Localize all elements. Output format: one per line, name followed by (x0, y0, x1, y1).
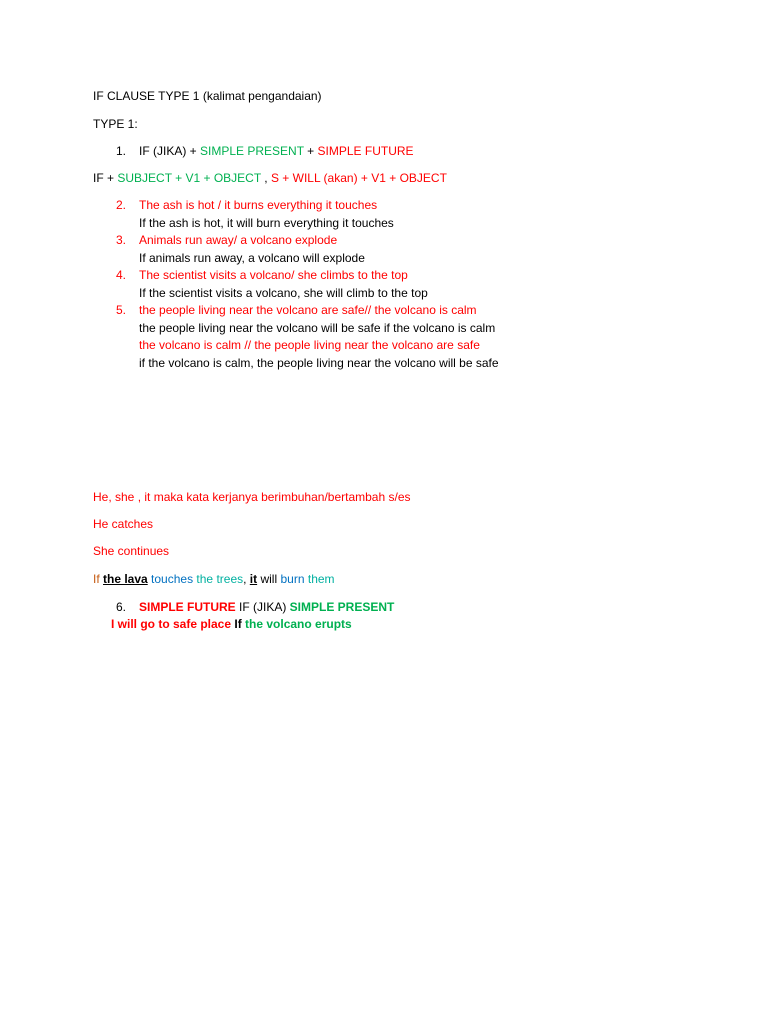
sentence-verb: touches (147, 572, 197, 586)
item-6-example-clause: the volcano erupts (245, 617, 352, 631)
formula-prefix: IF + (93, 171, 118, 185)
item-6-ifjika: IF (JIKA) (235, 600, 290, 614)
sentence-burn: burn (280, 572, 305, 586)
document-title: IF CLAUSE TYPE 1 (kalimat pengandaian) (93, 89, 322, 103)
item-1-future: SIMPLE FUTURE (317, 144, 414, 158)
item-number-6: 6. (116, 600, 127, 614)
item-number-4: 4. (116, 268, 127, 282)
example-5-prompt: the people living near the volcano are safe// the volcano is calm (139, 303, 477, 317)
item-number-3: 3. (116, 233, 127, 247)
item-1-present: SIMPLE PRESENT (200, 144, 304, 158)
note-rule: He, she , it maka kata kerjanya berimbuhan/bertambah s/es (93, 490, 411, 504)
type-label: TYPE 1: (93, 117, 138, 131)
item-6-future: SIMPLE FUTURE (139, 600, 236, 614)
note-example-2: She continues (93, 544, 170, 558)
sentence-comma: , (243, 572, 250, 586)
item-6-example-if: If (231, 617, 246, 631)
sentence-them: them (307, 572, 335, 586)
formula-comma: , (260, 171, 271, 185)
sentence-will: will (257, 572, 281, 586)
sentence-subject: the lava (103, 572, 148, 586)
item-number-2: 2. (116, 198, 127, 212)
example-2-prompt: The ash is hot / it burns everything it touches (139, 198, 378, 212)
colored-sentence (93, 571, 335, 587)
item-number-5: 5. (116, 303, 127, 317)
example-3-answer: If animals run away, a volcano will explode (139, 251, 365, 265)
example-4-prompt: The scientist visits a volcano/ she climbs to the top (139, 268, 408, 282)
example-5-answer: the people living near the volcano will be safe if the volcano is calm (139, 321, 496, 335)
item-6-present: SIMPLE PRESENT (289, 600, 395, 614)
note-example-1: He catches (93, 517, 154, 531)
item-6-example-main: I will go to safe place (111, 617, 232, 631)
item-1-prefix: IF (JIKA) + (139, 144, 201, 158)
item-6-example (111, 616, 352, 632)
formula-will: S + WILL (akan) + V1 + OBJECT (270, 171, 447, 185)
example-5-answer-2: if the volcano is calm, the people living near the volcano will be safe (139, 356, 499, 370)
example-5-prompt-2: the volcano is calm // the people living near the volcano are safe (139, 338, 480, 352)
sentence-it: it (249, 572, 258, 586)
item-1-plus: + (303, 144, 318, 158)
example-3-prompt: Animals run away/ a volcano explode (139, 233, 338, 247)
formula-subject: SUBJECT + V1 + OBJECT (117, 171, 261, 185)
example-4-answer: If the scientist visits a volcano, she will climb to the top (139, 286, 428, 300)
formula-line (93, 170, 447, 186)
item-1-text (139, 143, 414, 159)
example-2-answer: If the ash is hot, it will burn everything it touches (139, 216, 394, 230)
sentence-if: If (93, 572, 104, 586)
item-6-text (139, 599, 394, 615)
item-number-1: 1. (116, 144, 127, 158)
sentence-object: the trees (196, 572, 244, 586)
